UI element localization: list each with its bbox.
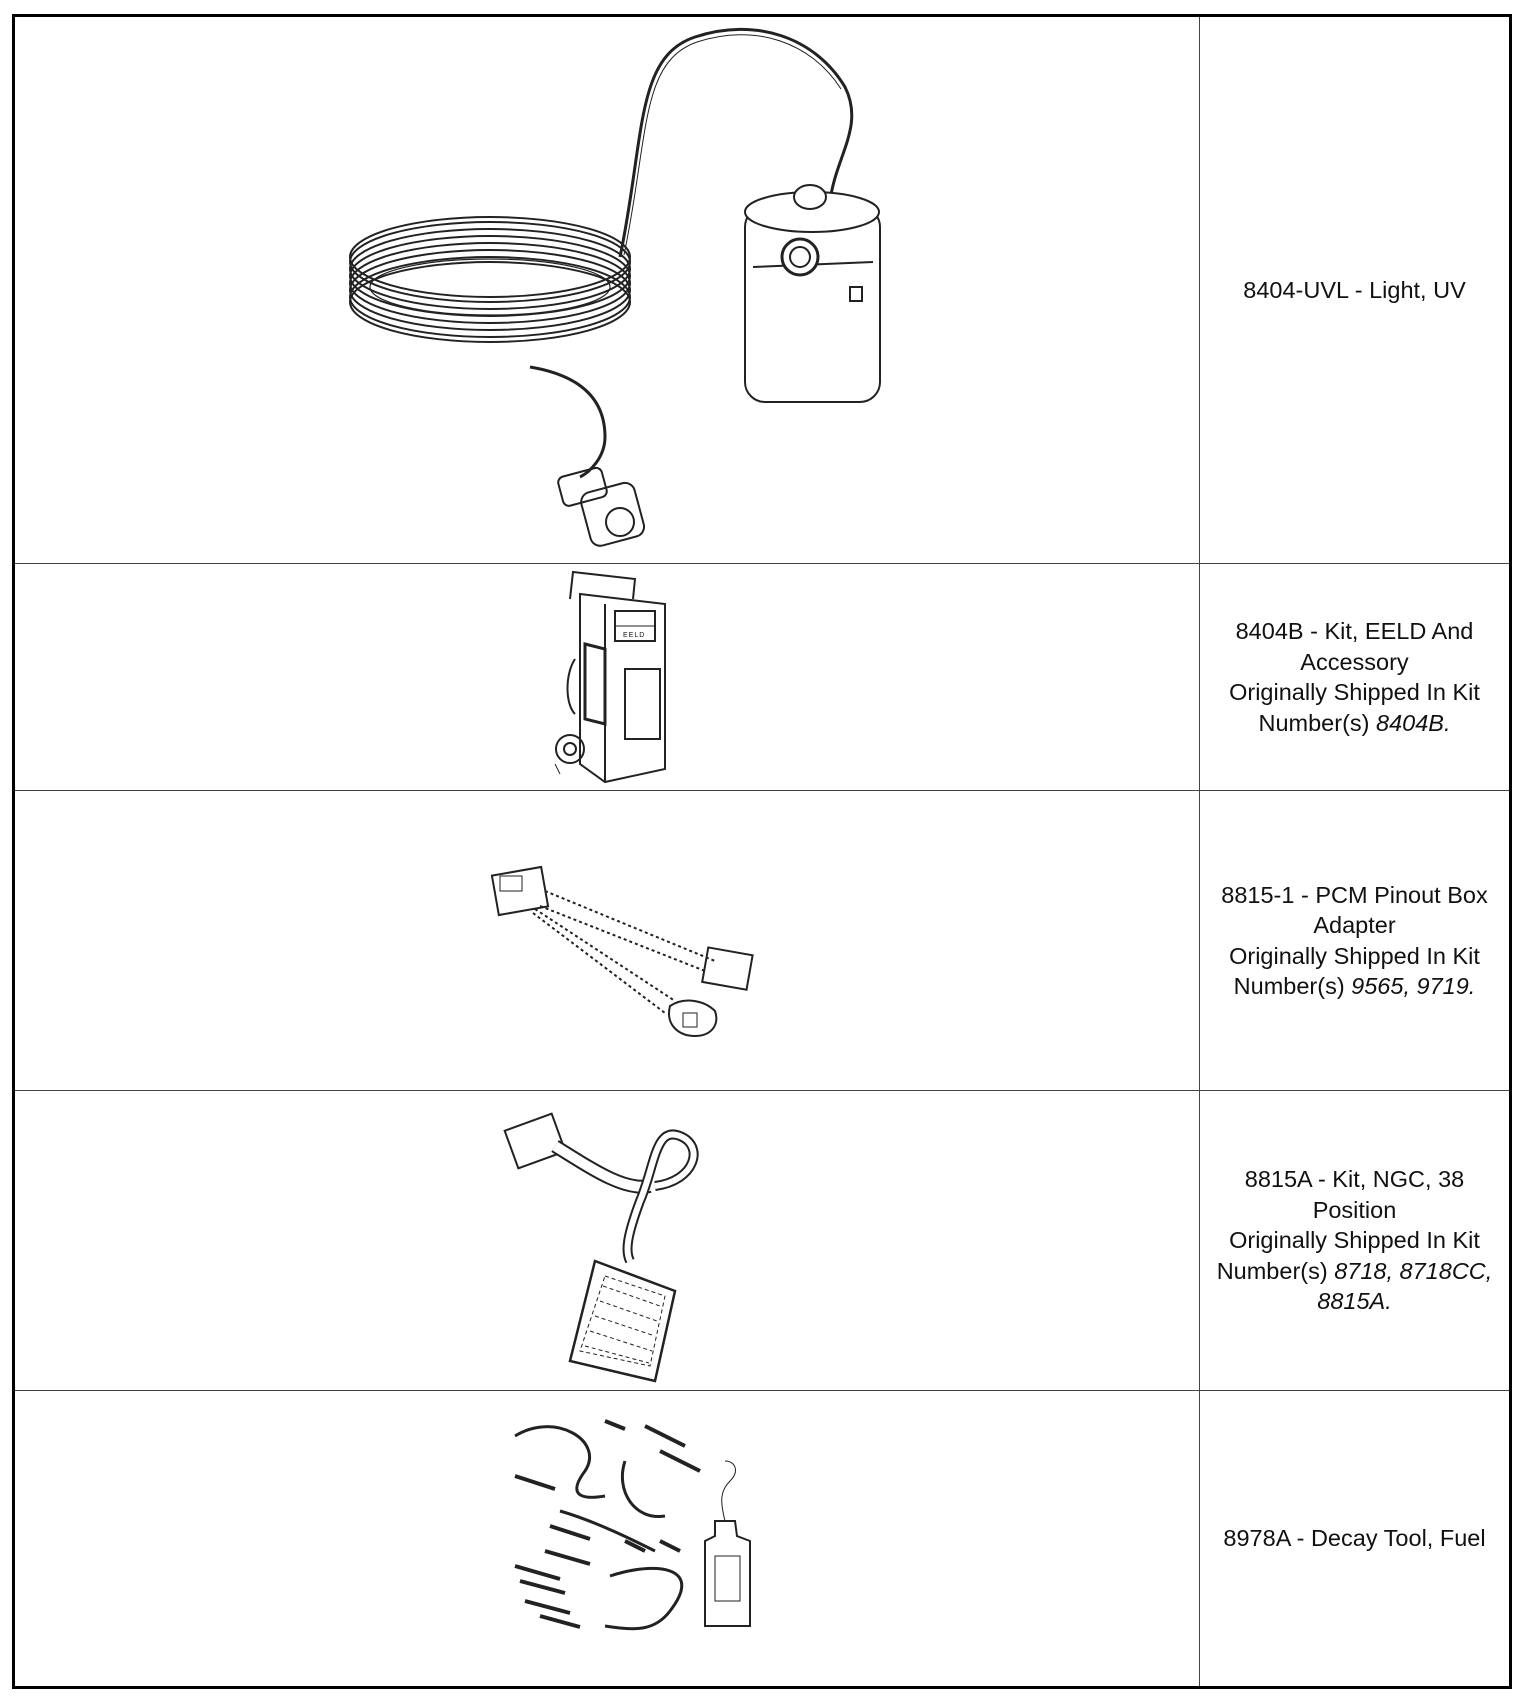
tool-row <box>15 17 1509 564</box>
kit-numbers: 9565, 9719. <box>1351 973 1476 999</box>
tool-description <box>1205 1164 1505 1317</box>
tool-name: 8815-1 - PCM Pinout Box Adapter <box>1221 881 1488 938</box>
special-tools-table <box>12 14 1512 1689</box>
tool-row <box>15 1391 1509 1686</box>
kit-numbers: 8404B. <box>1376 709 1451 736</box>
tool-image-cell <box>15 17 1200 563</box>
tool-description-cell <box>1200 564 1509 790</box>
tool-description-cell <box>1200 1391 1509 1686</box>
shipped-in-kit-text: Originally Shipped In Kit Number(s) <box>1229 942 1480 999</box>
pinout-adapter-illustration <box>15 791 1200 1091</box>
tool-description <box>1205 616 1505 738</box>
tool-description-cell <box>1200 17 1509 563</box>
tool-image-cell <box>15 791 1200 1090</box>
kit-numbers: 8718, 8718CC, 8815A. <box>1317 1257 1493 1315</box>
shipped-in-kit-text: Originally Shipped In Kit Number(s) <box>1216 1227 1480 1284</box>
ngc-breakout-box-illustration <box>15 1091 1200 1391</box>
tool-description-cell <box>1200 791 1509 1090</box>
tool-row <box>15 791 1509 1091</box>
tool-description <box>1205 1523 1505 1554</box>
tool-name: 8815A - Kit, NGC, 38 Position <box>1244 1166 1465 1223</box>
device-label: EELD <box>623 632 646 639</box>
shipped-in-kit-text: Originally Shipped In Kit Number(s) <box>1229 679 1480 736</box>
fuel-decay-tool-illustration <box>15 1391 1200 1686</box>
tool-name: 8978A - Decay Tool, Fuel <box>1223 1525 1486 1552</box>
tool-image-cell <box>15 1391 1200 1686</box>
tool-name: 8404B - Kit, EELD And Accessory <box>1235 618 1474 675</box>
tool-row <box>15 564 1509 791</box>
tool-row <box>15 1091 1509 1391</box>
tool-description <box>1205 275 1505 306</box>
tool-description-cell <box>1200 1091 1509 1390</box>
tool-description <box>1205 880 1505 1002</box>
tool-image-cell <box>15 1091 1200 1390</box>
eeld-cart-illustration <box>15 564 1200 791</box>
tool-name: 8404-UVL - Light, UV <box>1243 276 1466 303</box>
uv-light-illustration <box>15 17 1200 564</box>
tool-image-cell <box>15 564 1200 790</box>
